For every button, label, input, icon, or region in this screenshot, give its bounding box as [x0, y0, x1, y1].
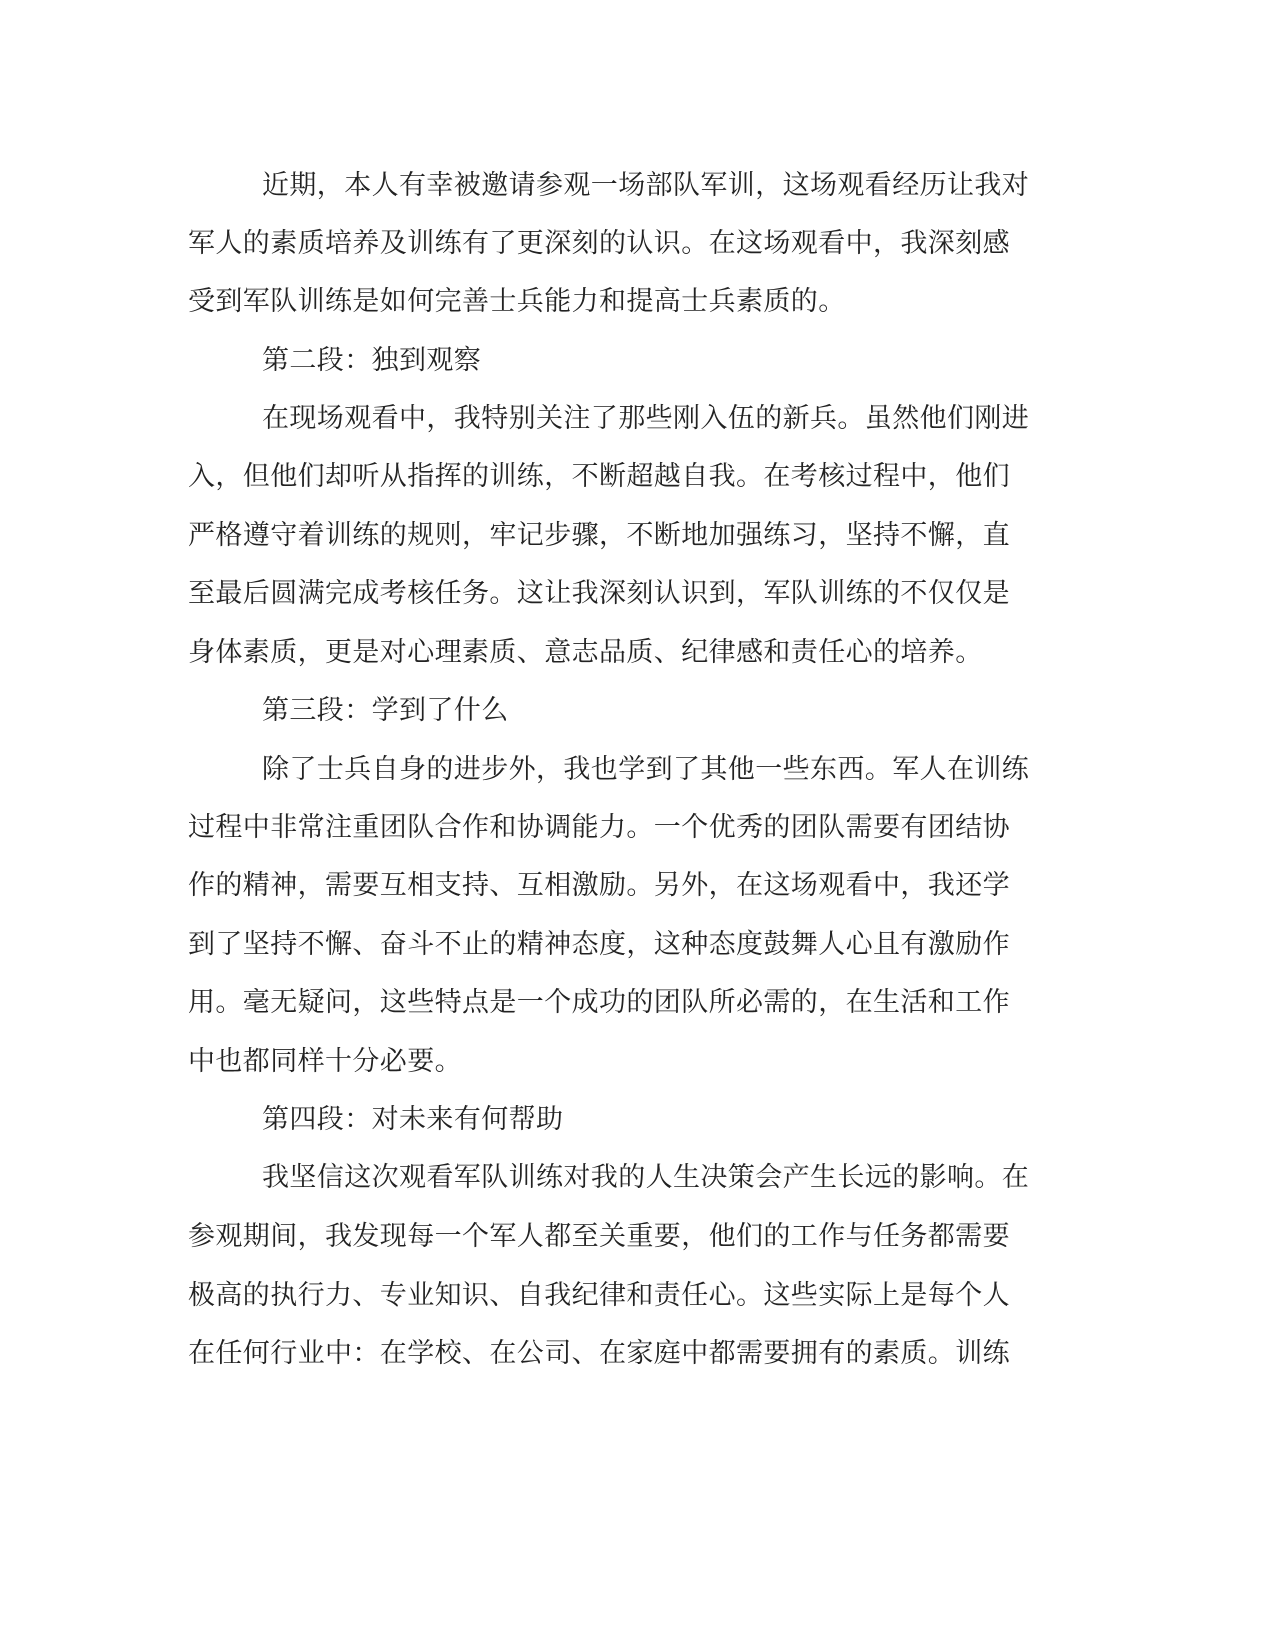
- paragraph-2-line-2: 入，但他们却听从指挥的训练，不断超越自我。在考核过程中，他们: [188, 461, 1010, 492]
- paragraph-4-line-3: 极高的执行力、专业知识、自我纪律和责任心。这些实际上是每个人: [188, 1280, 1010, 1311]
- paragraph-3-line-1: 除了士兵自身的进步外，我也学到了其他一些东西。军人在训练: [262, 754, 1030, 785]
- section-heading-4: 第四段：对未来有何帮助: [262, 1104, 564, 1135]
- paragraph-3-line-4: 到了坚持不懈、奋斗不止的精神态度，这种态度鼓舞人心且有激励作: [188, 929, 1010, 960]
- paragraph-2-line-1: 在现场观看中，我特别关注了那些刚入伍的新兵。虽然他们刚进: [262, 403, 1030, 434]
- paragraph-2-line-5: 身体素质，更是对心理素质、意志品质、纪律感和责任心的培养。: [188, 637, 983, 668]
- paragraph-4-line-2: 参观期间，我发现每一个军人都至关重要，他们的工作与任务都需要: [188, 1221, 1010, 1252]
- paragraph-3-line-2: 过程中非常注重团队合作和协调能力。一个优秀的团队需要有团结协: [188, 812, 1010, 843]
- section-heading-3: 第三段：学到了什么: [262, 695, 509, 726]
- paragraph-4-line-1: 我坚信这次观看军队训练对我的人生决策会产生长远的影响。在: [262, 1162, 1030, 1193]
- section-heading-2: 第二段：独到观察: [262, 345, 482, 376]
- paragraph-2-line-3: 严格遵守着训练的规则，牢记步骤，不断地加强练习，坚持不懈，直: [188, 520, 1010, 551]
- paragraph-1-line-2: 军人的素质培养及训练有了更深刻的认识。在这场观看中，我深刻感: [188, 228, 1010, 259]
- paragraph-2-line-4: 至最后圆满完成考核任务。这让我深刻认识到，军队训练的不仅仅是: [188, 578, 1010, 609]
- paragraph-3-line-3: 作的精神，需要互相支持、互相激励。另外，在这场观看中，我还学: [188, 870, 1010, 901]
- paragraph-3-line-6: 中也都同样十分必要。: [188, 1046, 462, 1077]
- paragraph-4-line-4: 在任何行业中：在学校、在公司、在家庭中都需要拥有的素质。训练: [188, 1338, 1010, 1369]
- paragraph-1-line-3: 受到军队训练是如何完善士兵能力和提高士兵素质的。: [188, 286, 846, 317]
- paragraph-1-line-1: 近期，本人有幸被邀请参观一场部队军训，这场观看经历让我对: [262, 170, 1030, 201]
- paragraph-3-line-5: 用。毫无疑问，这些特点是一个成功的团队所必需的，在生活和工作: [188, 987, 1010, 1018]
